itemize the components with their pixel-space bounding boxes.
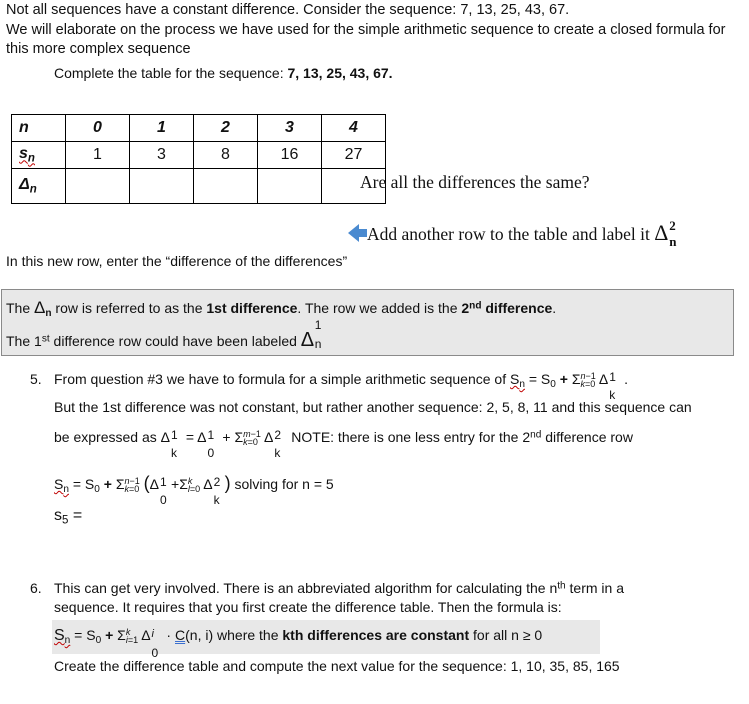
delta-1-n-symbol: Δ 1 n bbox=[300, 318, 322, 351]
question-same: Are all the differences the same? bbox=[360, 172, 590, 192]
table-cell-empty[interactable] bbox=[194, 169, 258, 204]
question-5-number: 5. bbox=[30, 371, 42, 387]
header-cell: 0 bbox=[66, 115, 130, 142]
table-cell-empty[interactable] bbox=[66, 169, 130, 204]
row-label-delta: $\Delta_n$ bbox=[12, 169, 66, 204]
table-row-s bbox=[12, 142, 386, 169]
table-header-row bbox=[12, 115, 386, 142]
header-cell: 1 bbox=[130, 115, 194, 142]
table-cell[interactable]: 27 bbox=[322, 142, 386, 169]
add-row-instruction: Add another row to the table and label it Δ 2 n bbox=[348, 220, 668, 246]
table-cell[interactable]: 16 bbox=[258, 142, 322, 169]
question-6-line-2: sequence. It requires that you first create the difference table. Then the formula is: bbox=[54, 599, 562, 615]
info-box-line-1: The $\Delta_n$ row is referred to as the 1st difference. The row we added is the 2nd difference. bbox=[6, 298, 557, 320]
header-n: n bbox=[12, 115, 66, 142]
question-5-line-2: But the 1st difference was not constant, but rather another sequence: 2, 5, 8, 11 and this sequence can bbox=[54, 399, 692, 415]
intro-line-2: We will elaborate on the process we have used for the simple arithmetic sequence to create a closed formula for this more complex sequence bbox=[6, 21, 726, 57]
header-cell: 3 bbox=[258, 115, 322, 142]
header-cell: 2 bbox=[194, 115, 258, 142]
sequence-values: 7, 13, 25, 43, 67. bbox=[287, 65, 393, 81]
question-5-line-3: be expressed as Δ 1 k = Δ 1 0 + Σm−1 k=0 Δ 2 k NOTE: there is one less entry for the 2nd difference row bbox=[54, 428, 633, 460]
table-cell[interactable]: 8 bbox=[194, 142, 258, 169]
question-5-formula: $S_n = S_0 + \Sigma n-1$ k=0 (Δ 1 0 +Σk l=0 Δ 2 k ) solving for n = 5 bbox=[54, 473, 334, 507]
question-6-line-1: This can get very involved. There is an abbreviated algorithm for calculating the $n^{th}$ term in a bbox=[54, 580, 624, 596]
arrow-left-icon bbox=[348, 224, 359, 242]
intro-paragraph bbox=[6, 1, 741, 60]
question-6-formula: $S_n = S_0 + \Sigma k$ i=1 Δ i 0 · C(n, i) where the kth differences are constant for all n ≥ 0 bbox=[54, 627, 543, 660]
delta-2-n-symbol: Δ 2 n bbox=[654, 218, 677, 249]
question-6-number: 6. bbox=[30, 580, 42, 596]
table-cell[interactable]: 3 bbox=[130, 142, 194, 169]
table-cell-empty[interactable] bbox=[258, 169, 322, 204]
table-cell[interactable]: 1 bbox=[66, 142, 130, 169]
table-row-delta bbox=[12, 169, 386, 204]
row-label-s: $s_n$ bbox=[12, 142, 66, 169]
info-box-line-2: The 1st difference row could have been labeled Δ 1 n bbox=[6, 318, 322, 351]
table-cell-empty[interactable] bbox=[130, 169, 194, 204]
header-cell: 4 bbox=[322, 115, 386, 142]
intro-line-1: Not all sequences have a constant difference. Consider the sequence: 7, 13, 25, 43, 67. bbox=[6, 2, 570, 18]
table-instruction: Complete the table for the sequence: 7, 13, 25, 43, 67. bbox=[54, 65, 393, 81]
sequence-table bbox=[11, 114, 386, 204]
question-6-line-4: Create the difference table and compute the next value for the sequence: 1, 10, 35, 85, 165 bbox=[54, 658, 620, 674]
question-5-s5: $s_5$ = bbox=[54, 507, 83, 527]
question-5-line-1: From question #3 we have to formula for a simple arithmetic sequence of $S_n = S_0 + \Sigma n-1$ k=0 Δ 1 k . bbox=[54, 370, 629, 402]
new-row-text: In this new row, enter the “difference of the differences” bbox=[6, 253, 348, 269]
